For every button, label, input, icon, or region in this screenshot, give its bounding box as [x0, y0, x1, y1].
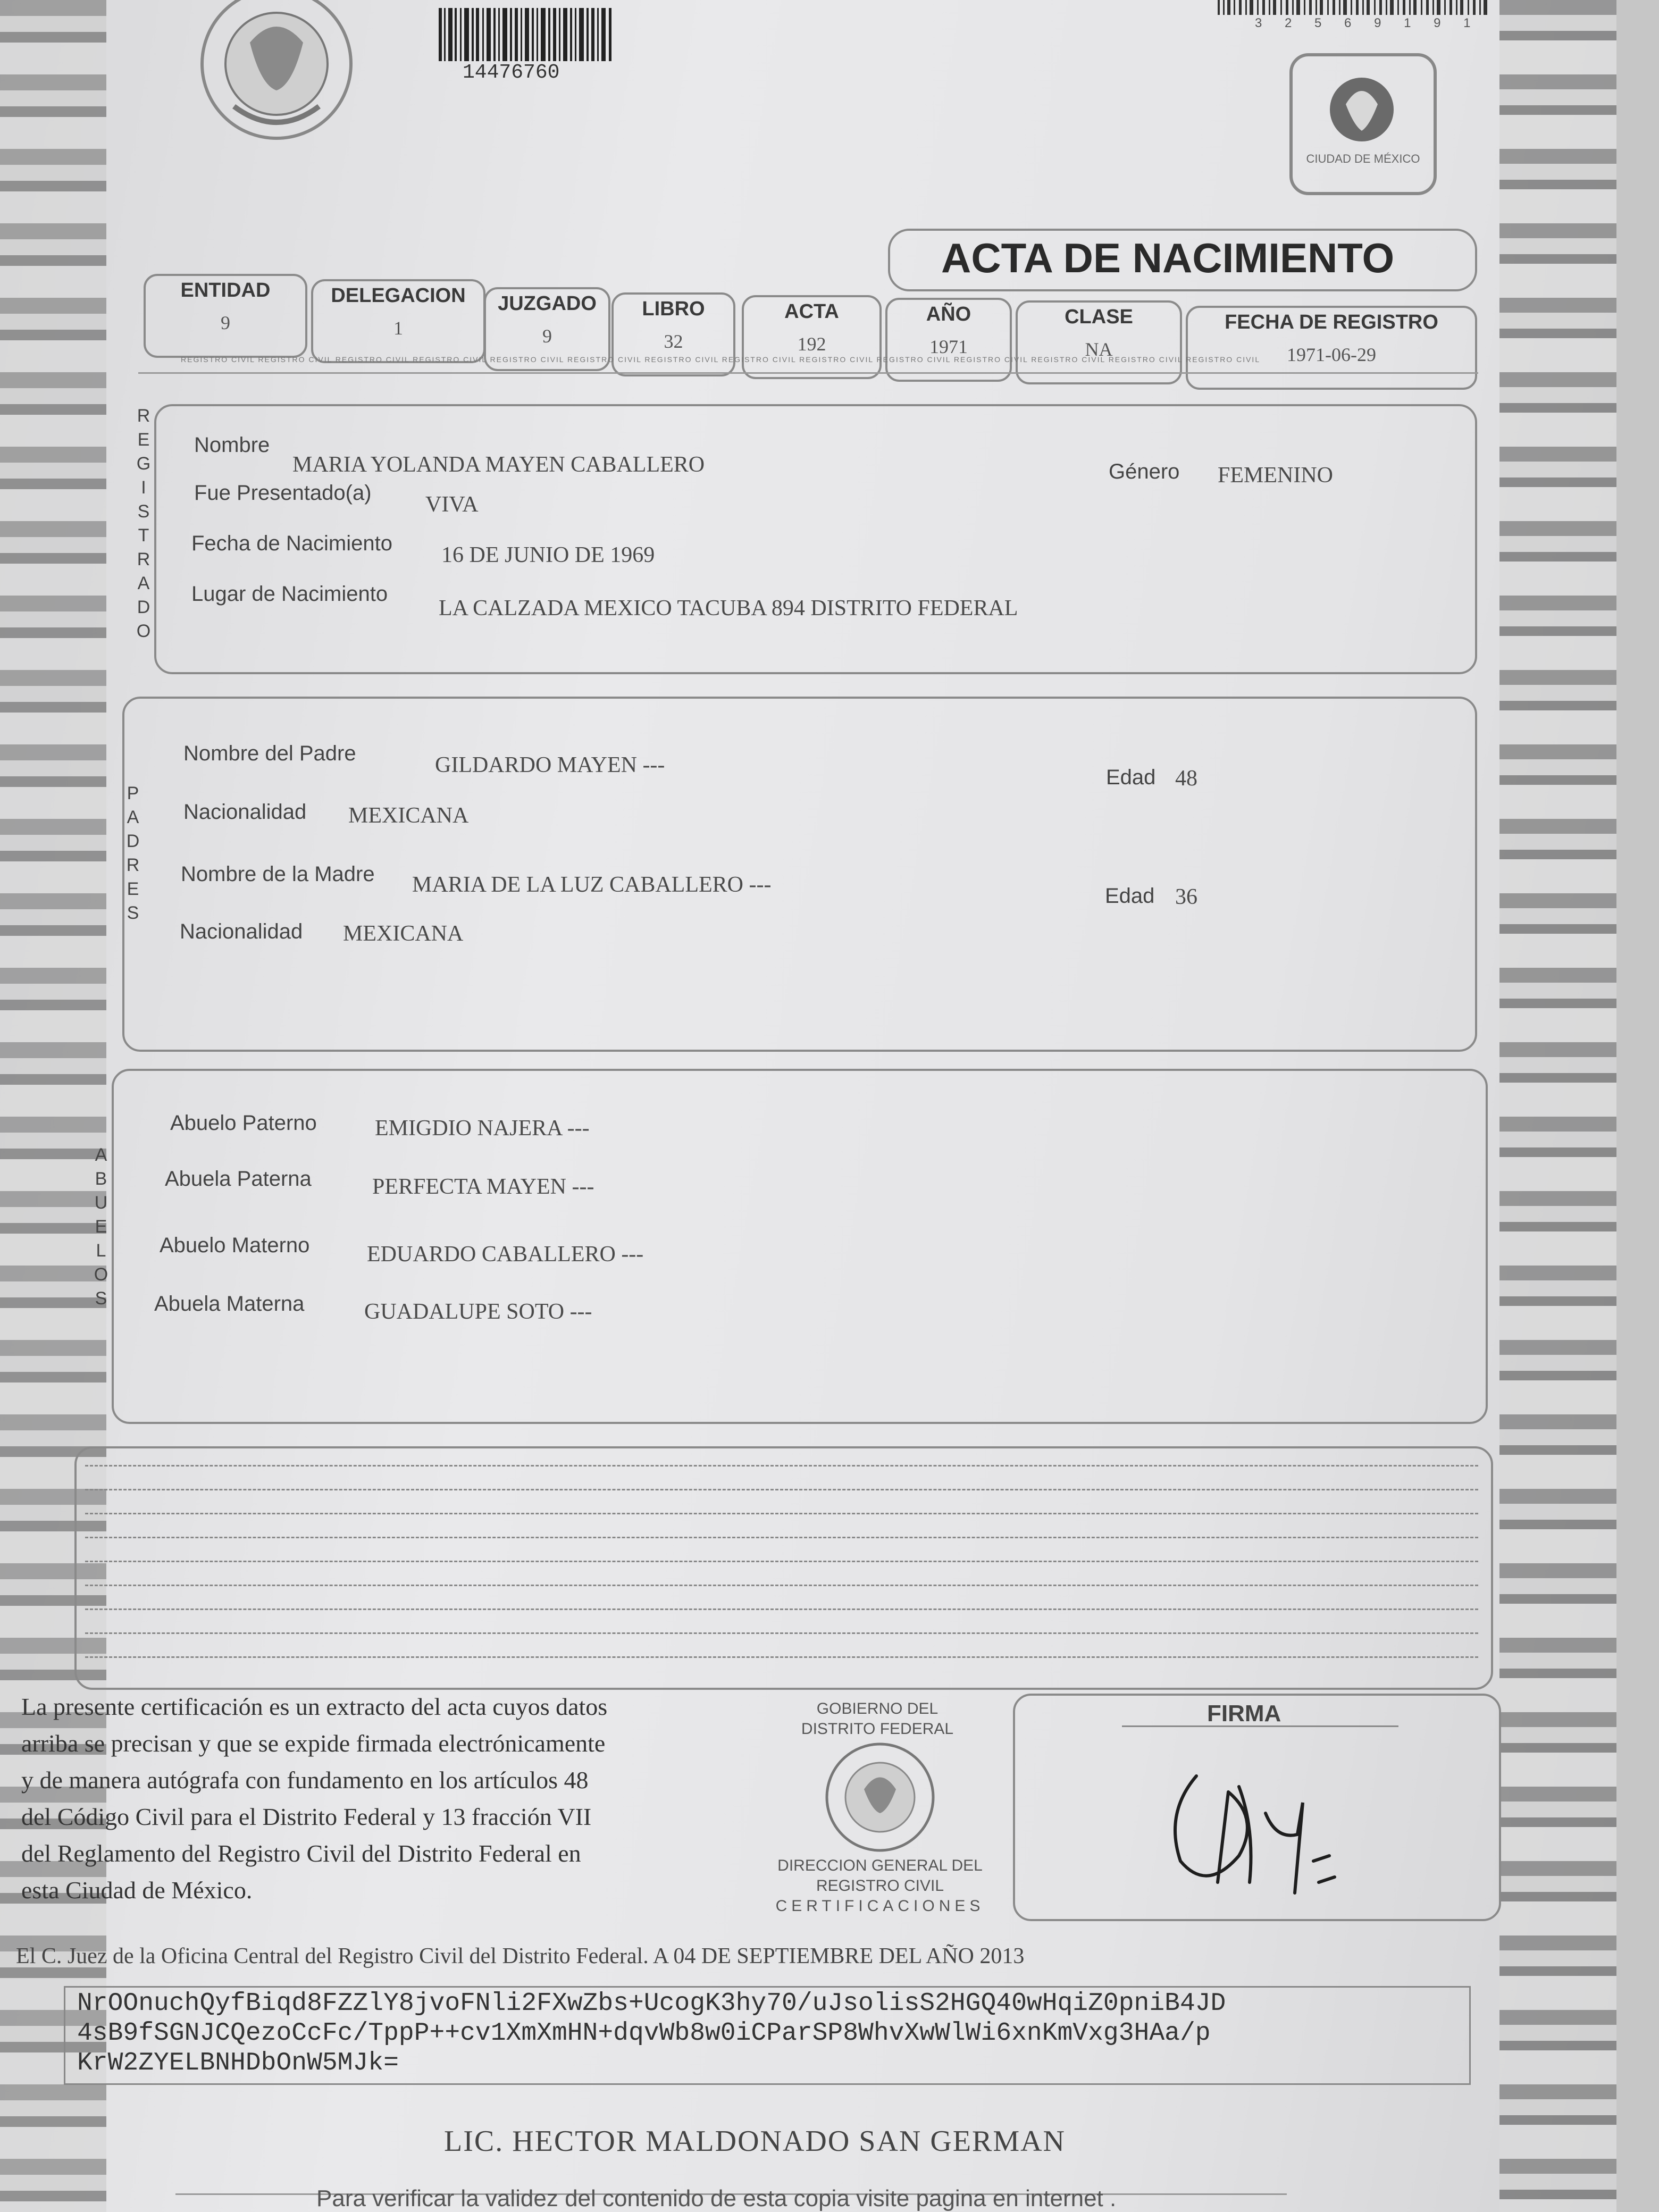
padre-nacionalidad-label: Nacionalidad — [183, 800, 307, 824]
fecha-nacimiento-label: Fecha de Nacimiento — [191, 532, 392, 555]
abuela-materna-label: Abuela Materna — [154, 1292, 305, 1316]
judge-line: El C. Juez de la Oficina Central del Registro Civil del Distrito Federal. A 04 DE SEPTIEMBRE DEL AÑO 2013 — [16, 1944, 1025, 1968]
lugar-nacimiento-label: Lugar de Nacimiento — [191, 582, 388, 606]
firma-label: FIRMA — [1207, 1700, 1281, 1727]
cdmx-logo: CIUDAD DE MÉXICO — [1289, 53, 1437, 195]
genero-value: FEMENINO — [1218, 463, 1333, 488]
gov-footer: DIRECCION GENERAL DEL REGISTRO CIVIL CERTIFICACIONES — [775, 1857, 985, 1915]
madre-label: Nombre de la Madre — [181, 862, 375, 886]
right-ornamental-border — [1499, 0, 1616, 2212]
page-title: ACTA DE NACIMIENTO — [941, 234, 1395, 281]
madre-nacionalidad-value: MEXICANA — [343, 921, 464, 946]
presentado-label: Fue Presentado(a) — [194, 481, 372, 505]
padre-edad-value: 48 — [1175, 766, 1197, 791]
field-libro: LIBRO 32 — [611, 292, 735, 376]
top-right-barcode-icon — [1218, 0, 1494, 15]
presentado-value: VIVA — [425, 492, 479, 517]
annotation-line — [85, 1513, 1478, 1514]
nombre-value: MARIA YOLANDA MAYEN CABALLERO — [292, 453, 705, 477]
barcode-number: 14476760 — [463, 61, 560, 84]
padre-nacionalidad-value: MEXICANA — [348, 803, 469, 828]
fecha-nacimiento-value: 16 DE JUNIO DE 1969 — [441, 543, 655, 567]
abuela-paterna-value: PERFECTA MAYEN --- — [372, 1175, 594, 1199]
top-right-digits: 3 2 5 6 9 1 9 1 — [1255, 16, 1480, 30]
abuelo-paterno-value: EMIGDIO NAJERA --- — [375, 1116, 590, 1141]
field-delegacion: DELEGACION 1 — [311, 279, 485, 363]
annotations-section — [74, 1446, 1493, 1690]
madre-nacionalidad-label: Nacionalidad — [180, 920, 303, 943]
field-juzgado: JUZGADO 9 — [484, 287, 610, 371]
padres-side-label: P A D R E S — [126, 783, 140, 923]
lugar-nacimiento-value: LA CALZADA MEXICO TACUBA 894 DISTRITO FEDERAL — [439, 596, 1018, 621]
genero-label: Género — [1109, 460, 1180, 483]
signer-name: LIC. HECTOR MALDONADO SAN GERMAN — [444, 2125, 1066, 2158]
footer-verification: Para verificar la validez del contenido de esta copia visite pagina en internet . — [316, 2185, 1117, 2211]
paper-edge-shadow — [1616, 0, 1659, 2212]
annotation-line — [85, 1537, 1478, 1538]
field-fecha-registro: FECHA DE REGISTRO 1971-06-29 — [1186, 306, 1477, 390]
cdmx-logo-icon — [1322, 72, 1402, 147]
abuelos-side-label: A B U E L O S — [94, 1145, 108, 1309]
madre-value: MARIA DE LA LUZ CABALLERO --- — [412, 873, 772, 897]
annotation-line — [85, 1585, 1478, 1586]
header-divider — [138, 372, 1478, 374]
electronic-signature-hash: NrOOnuchQyfBiqd8FZZlY8jvoFNli2FXwZbs+UcogK3hy70/uJsolisS2HGQ40wHqiZ0pniB4JD 4sB9fSGNJCQezoCcFc/TppP++cv1XmXmHN+dqvWb8w0iCParSP8WhvXwWlWi6xnKmVxg3HAa/p KrW2ZYELBNHDbOnW5MJk= — [77, 1989, 1226, 2077]
certification-text: La presente certificación es un extracto del acta cuyos datos arriba se precisan y que se expide firmada electrónicamente y de manera autógrafa con fundamento en los artículos 48 del Código Civil para el Distrito Federal y 13 fracción VII del Reglamento del Registro Civil del Distrito Federal en esta Ciudad de México. — [21, 1693, 608, 1904]
annotation-line — [85, 1561, 1478, 1562]
annotation-line — [85, 1608, 1478, 1610]
abuelo-materno-value: EDUARDO CABALLERO --- — [367, 1242, 644, 1267]
abuelo-materno-label: Abuelo Materno — [160, 1234, 310, 1257]
annotation-line — [85, 1656, 1478, 1658]
mexico-emblem-icon — [170, 0, 404, 170]
seal-icon — [822, 1739, 939, 1856]
gov-heading: GOBIERNO DEL DISTRITO FEDERAL — [801, 1700, 954, 1738]
signature-icon — [1159, 1755, 1382, 1914]
annotation-line — [85, 1489, 1478, 1490]
microtext-line: REGISTRO CIVIL REGISTRO CIVIL REGISTRO CIVIL REGISTRO CIVIL REGISTRO CIVIL REGISTRO CIVIL REGISTRO CIVIL REGISTRO CIVIL REGISTRO CIVIL REGISTRO CIVIL REGISTRO CIVIL REGISTRO CIVIL REGISTRO CIVIL REGISTRO CIVIL — [181, 355, 1261, 364]
madre-edad-label: Edad — [1105, 884, 1155, 908]
madre-edad-value: 36 — [1175, 885, 1197, 909]
barcode-icon — [439, 8, 619, 61]
field-ano: AÑO 1971 — [885, 298, 1012, 382]
annotation-line — [85, 1465, 1478, 1467]
padre-value: GILDARDO MAYEN --- — [435, 753, 665, 777]
annotation-line — [85, 1632, 1478, 1634]
abuelos-section — [112, 1069, 1488, 1424]
abuelo-paterno-label: Abuelo Paterno — [170, 1111, 317, 1135]
field-acta: ACTA 192 — [742, 295, 882, 379]
registrado-side-label: R E G I S T R A D O — [136, 406, 151, 641]
field-clase: CLASE NA — [1016, 300, 1182, 384]
padre-edad-label: Edad — [1106, 766, 1156, 789]
abuela-paterna-label: Abuela Paterna — [165, 1167, 312, 1191]
padre-label: Nombre del Padre — [183, 742, 356, 765]
abuela-materna-value: GUADALUPE SOTO --- — [364, 1300, 592, 1324]
field-entidad: ENTIDAD 9 — [144, 274, 307, 358]
nombre-label: Nombre — [194, 433, 270, 457]
